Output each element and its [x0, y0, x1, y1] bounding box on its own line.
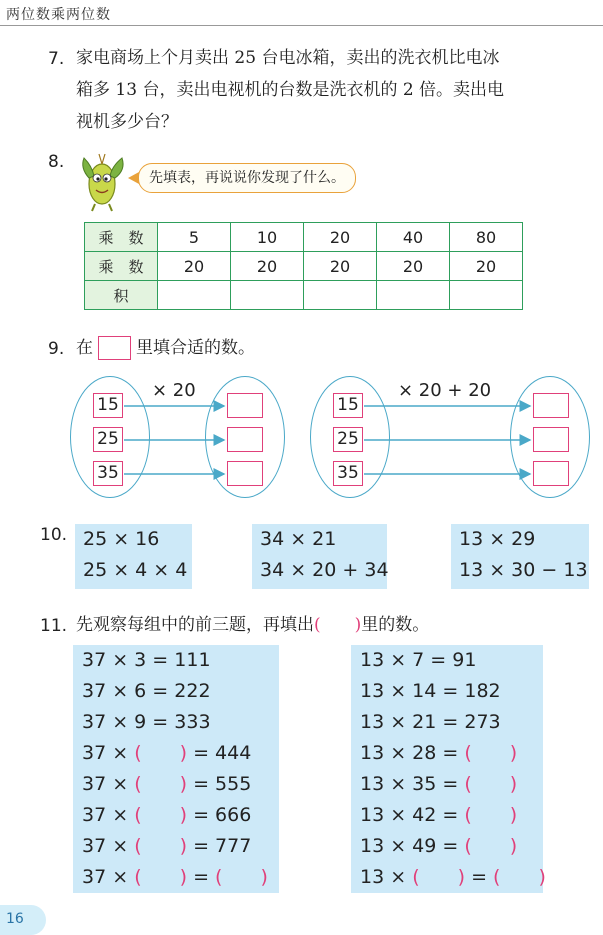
answer-blank[interactable]: ( ) [493, 866, 546, 888]
eq-equals: = [193, 866, 209, 888]
eq-suffix: = 444 [193, 742, 252, 764]
q10-expression: 25 × 16 [83, 528, 160, 550]
instruction-after: 里的数。 [361, 615, 430, 635]
right-answer-box[interactable] [533, 427, 569, 452]
table-row [85, 281, 523, 310]
q10-expression: 13 × 29 [459, 528, 536, 550]
q11-right-blank-row [351, 738, 543, 769]
answer-cell[interactable] [231, 281, 304, 310]
speech-bubble: 先填表，再说说你发现了什么。 [138, 163, 356, 193]
eq-prefix: 37 × [82, 835, 129, 857]
answer-blank[interactable]: ( ) [134, 866, 188, 888]
q11-right-example: 13 × 14 = 182 [360, 680, 501, 702]
right-input-number: 35 [333, 461, 363, 486]
left-input-number: 15 [93, 393, 123, 418]
right-answer-box[interactable] [533, 461, 569, 486]
eq-prefix: 37 × [82, 742, 129, 764]
right-answer-box[interactable] [533, 393, 569, 418]
answer-blank[interactable]: ( ) [134, 773, 188, 795]
q11-right-blank-row [351, 831, 543, 862]
right-input-number: 15 [333, 393, 363, 418]
q11-right-blank-row [351, 800, 543, 831]
answer-blank[interactable]: ( ) [134, 835, 188, 857]
question-11-number: 11. [40, 616, 68, 636]
row-label-product: 积 [85, 281, 158, 310]
row-label-multiplier-2: 乘 数 [85, 252, 158, 281]
answer-blank[interactable]: ( ) [134, 804, 188, 826]
left-arrows [124, 396, 228, 482]
answer-blank[interactable]: ( ) [464, 835, 518, 857]
table-cell: 20 [304, 252, 377, 281]
eq-suffix: = 666 [193, 804, 252, 826]
q11-left-blank-row [73, 738, 279, 769]
eq-prefix: 13 × 42 = [360, 804, 459, 826]
sample-answer-box [98, 336, 131, 360]
table-cell: 20 [158, 252, 231, 281]
q11-right-last-row [351, 862, 546, 893]
corn-mascot-icon [74, 148, 130, 212]
q11-right-panel [351, 645, 546, 893]
table-cell: 80 [450, 223, 523, 252]
eq-prefix: 37 × [82, 773, 129, 795]
q11-left-panel [73, 645, 279, 893]
row-label-multiplier-1: 乘 数 [85, 223, 158, 252]
answer-blank[interactable]: ( ) [464, 804, 518, 826]
table-cell: 40 [377, 223, 450, 252]
question-8-number: 8. [48, 152, 65, 172]
answer-cell[interactable] [304, 281, 377, 310]
eq-prefix: 13 × [360, 866, 407, 888]
q10-expression: 34 × 20 + 34 [260, 559, 389, 581]
eq-prefix: 37 × [82, 866, 129, 888]
left-input-number: 35 [93, 461, 123, 486]
question-9-prefix: 在 [76, 338, 93, 358]
q11-left-last-row [73, 862, 279, 893]
question-8-table [84, 222, 523, 310]
q10-group-3 [451, 524, 589, 589]
instruction-paren: ( ) [314, 615, 362, 635]
q11-left-blank-row [73, 769, 279, 800]
question-10-number: 10. [40, 525, 68, 545]
table-row [85, 223, 523, 252]
answer-blank[interactable]: ( ) [412, 866, 466, 888]
eq-prefix: 37 × [82, 804, 129, 826]
q11-right-example: 13 × 21 = 273 [360, 711, 501, 733]
eq-prefix: 13 × 49 = [360, 835, 459, 857]
q11-left-blank-row [73, 831, 279, 862]
eq-prefix: 13 × 35 = [360, 773, 459, 795]
table-cell: 20 [231, 252, 304, 281]
table-row [85, 252, 523, 281]
q11-left-example: 37 × 9 = 333 [82, 711, 211, 733]
eq-suffix: = 777 [193, 835, 252, 857]
q10-group-2 [252, 524, 387, 589]
q10-expression: 13 × 30 − 13 [459, 559, 588, 581]
eq-equals: = [471, 866, 487, 888]
instruction-before: 先观察每组中的前三题，再填出 [76, 615, 314, 635]
question-7-text [76, 42, 504, 138]
q10-expression: 25 × 4 × 4 [83, 559, 188, 581]
right-operation-label: × 20 + 20 [398, 380, 492, 401]
table-cell: 10 [231, 223, 304, 252]
table-cell: 20 [377, 252, 450, 281]
answer-blank[interactable]: ( ) [464, 742, 518, 764]
question-9-number: 9. [48, 339, 65, 359]
page-number: 16 [6, 911, 24, 927]
answer-cell[interactable] [450, 281, 523, 310]
page-header-title: 两位数乘两位数 [6, 7, 111, 23]
q11-left-example: 37 × 6 = 222 [82, 680, 211, 702]
q11-left-example: 37 × 3 = 111 [82, 649, 211, 671]
table-cell: 20 [304, 223, 377, 252]
left-operation-label: × 20 [152, 380, 196, 401]
left-input-number: 25 [93, 427, 123, 452]
q10-group-1 [75, 524, 192, 589]
answer-cell[interactable] [377, 281, 450, 310]
q10-expression: 34 × 21 [260, 528, 337, 550]
left-answer-box[interactable] [227, 461, 263, 486]
header-divider [0, 25, 603, 26]
question-7-line-3: 视机多少台？ [76, 112, 178, 132]
question-7-line-1: 家电商场上个月卖出 25 台电冰箱，卖出的洗衣机比电冰 [76, 48, 500, 68]
answer-cell[interactable] [158, 281, 231, 310]
right-arrows [364, 396, 534, 482]
table-cell: 5 [158, 223, 231, 252]
question-9-suffix: 里填合适的数。 [136, 338, 255, 358]
eq-prefix: 13 × 28 = [360, 742, 459, 764]
left-answer-box[interactable] [227, 427, 263, 452]
table-cell: 20 [450, 252, 523, 281]
left-answer-box[interactable] [227, 393, 263, 418]
answer-blank[interactable]: ( ) [215, 866, 268, 888]
question-7-number: 7. [48, 49, 65, 69]
eq-suffix: = 555 [193, 773, 252, 795]
q11-right-example: 13 × 7 = 91 [360, 649, 477, 671]
q11-right-blank-row [351, 769, 543, 800]
question-11-instruction [76, 609, 429, 641]
q11-left-blank-row [73, 800, 279, 831]
right-input-number: 25 [333, 427, 363, 452]
question-7-line-2: 箱多 13 台，卖出电视机的台数是洗衣机的 2 倍。卖出电 [76, 80, 505, 100]
answer-blank[interactable]: ( ) [464, 773, 518, 795]
answer-blank[interactable]: ( ) [134, 742, 188, 764]
